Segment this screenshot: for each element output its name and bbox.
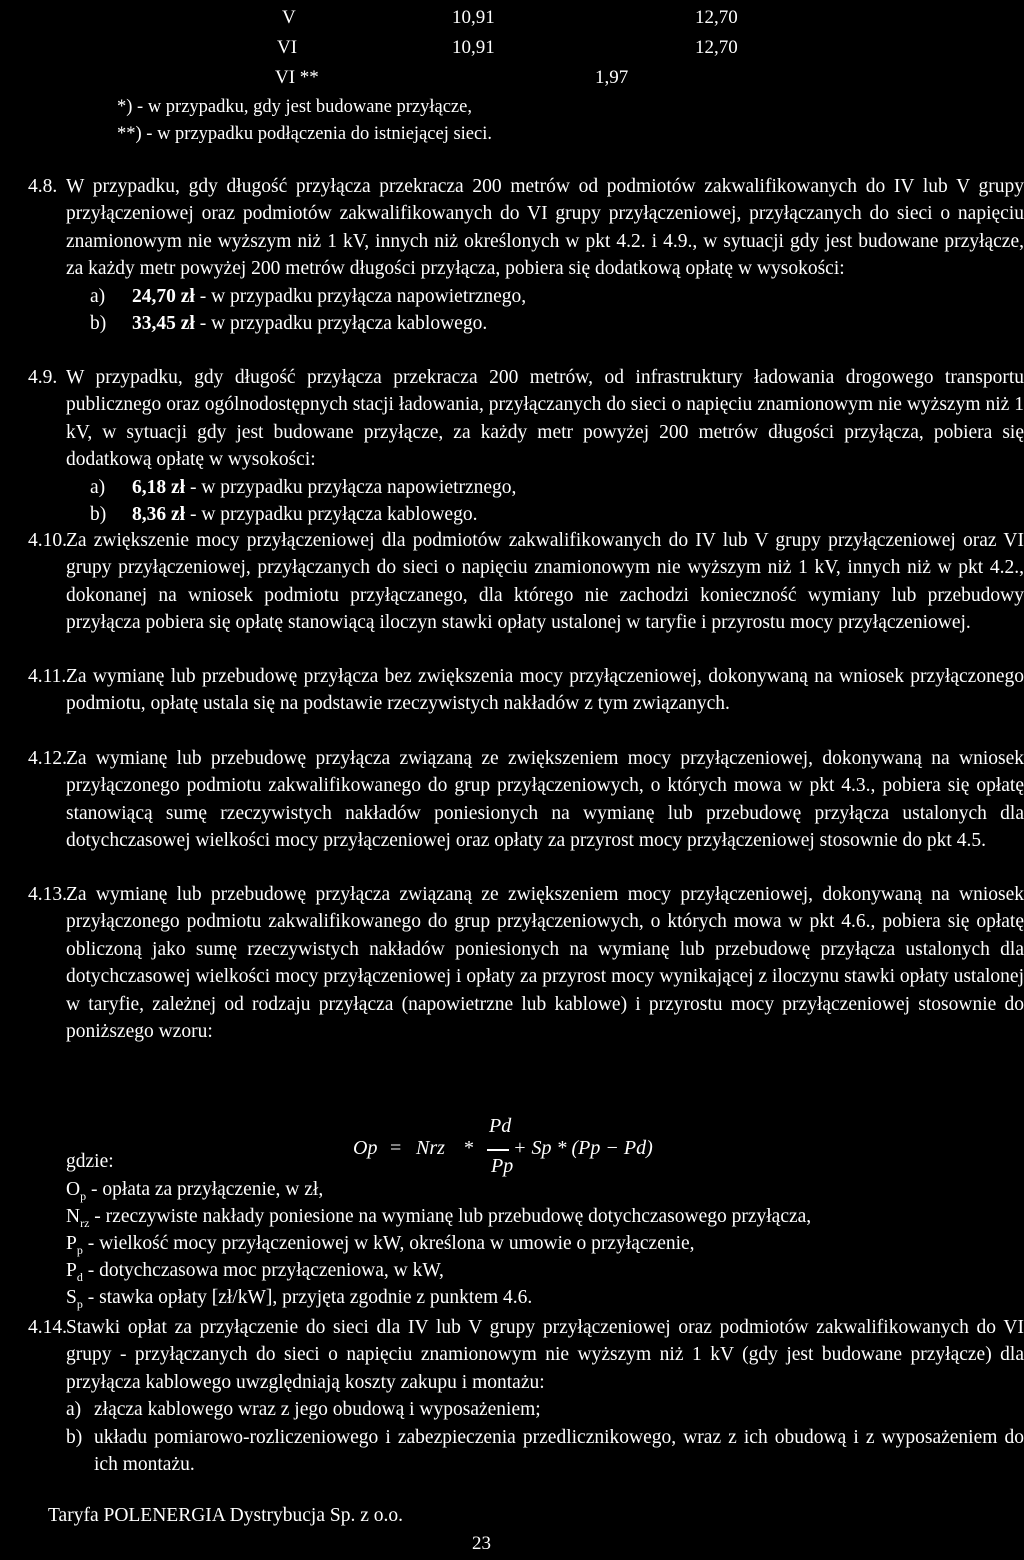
rate-value-2: 12,70 xyxy=(695,37,738,58)
def-symbol: N xyxy=(66,1206,81,1227)
section-number: 4.8. xyxy=(28,176,58,197)
section-4-13 xyxy=(28,881,1024,1045)
section-text: Za zwiększenie mocy przyłączeniowej dla podmiotów zakwalifikowanych do IV lub V grupy przyłączeniowej oraz VI grupy przyłączeniowej, przyłączanych do sieci o napięciu znamionowym nie wyższym niż 1 kV, innych niż w pkt 4.2., dokonanej na wniosek podmiotu przyłączanego, dla którego nie zachodzi konieczność wymiany lub przebudowy przyłącza pobiera się opłatę stanowiącą iloczyn stawki opłaty ustalonej w taryfie i przyrostu mocy przyłączeniowej. xyxy=(66,530,1024,634)
def-symbol: S xyxy=(66,1287,77,1308)
def-subscript: p xyxy=(76,1242,83,1257)
rate-value-1: 10,91 xyxy=(452,37,495,58)
def-symbol: P xyxy=(66,1260,77,1281)
section-text: Za wymianę lub przebudowę przyłącza związaną ze zwiększeniem mocy przyłączeniowej, dokonywaną na wniosek przyłączonego podmiotu zakwalifikowanego do grup przyłączeniowych, o których mowa w pkt 4.6., pobiera się opłatę obliczoną jako sumę rzeczywistych nakładów poniesionych na wymianę lub przebudowę przyłącza ustalonych dla dotychczasowej wielkości mocy przyłączeniowej i opłaty za przyrost mocy wynikającej z iloczynu stawki opłaty ustalonej w taryfie, zależnej od rodzaju przyłącza (napowietrzne lub kablowe) i przyrostu mocy przyłączeniowej stosownie do poniższego wzoru: xyxy=(66,884,1024,1043)
list-text: - w przypadku przyłącza kablowego. xyxy=(185,504,478,526)
list-label: b) xyxy=(90,504,107,526)
section-text: W przypadku, gdy długość przyłącza przekracza 200 metrów, od infrastruktury ładowania drogowego transportu publicznego oraz ogólnodostępnych stacji ładowania, przyłączanych do sieci o napięciu znamionowym nie wyższym niż 1 kV, w sytuacji gdy jest budowane przyłącze, za każdy metr powyżej 200 metrów długości przyłącza, pobiera się dodatkową opłatę w wysokości: xyxy=(66,367,1024,471)
section-number: 4.11. xyxy=(28,666,67,687)
where-label: gdzie: xyxy=(66,1151,114,1172)
section-number: 4.14. xyxy=(28,1317,67,1338)
section-4-8 xyxy=(28,173,1024,337)
footnote-existing: **) - w przypadku podłączenia do istniejącej sieci. xyxy=(117,124,492,144)
list-text: układu pomiarowo-rozliczeniowego i zabezpieczenia przedlicznikowego, wraz z ich obudową i z wyposażeniem do ich montażu. xyxy=(94,1426,1024,1476)
document-footer: Taryfa POLENERGIA Dystrybucja Sp. z o.o. xyxy=(48,1505,403,1526)
fee-amount: 6,18 zł xyxy=(132,476,186,498)
fee-amount: 24,70 zł xyxy=(132,285,195,307)
list-item xyxy=(66,474,1024,501)
list-text: - w przypadku przyłącza kablowego. xyxy=(194,313,488,335)
section-text: Stawki opłat za przyłączenie do sieci dla IV lub V grupy przyłączeniowej oraz podmiotów zakwalifikowanych do VI grupy - przyłączanych do sieci o napięciu znamionowym nie wyższym niż 1 kV (gdy jest budowane przyłącze) dla przyłącza kablowego uwzględniają koszty zakupu i montażu: xyxy=(66,1317,1024,1393)
section-4-9 xyxy=(28,364,1024,528)
def-subscript: d xyxy=(76,1269,83,1284)
formula-multiply: * xyxy=(464,1137,474,1159)
section-number: 4.9. xyxy=(28,367,58,388)
section-4-11 xyxy=(28,663,1024,718)
list-label: a) xyxy=(90,476,106,498)
list-text: złącza kablowego wraz z jego obudową i wyposażeniem; xyxy=(94,1399,541,1421)
def-text: - opłata za przyłączenie, w zł, xyxy=(86,1179,324,1200)
formula-rest: + Sp * (Pp − Pd) xyxy=(513,1137,653,1159)
def-subscript: p xyxy=(76,1296,83,1311)
fee-amount: 8,36 zł xyxy=(132,504,186,526)
list-item xyxy=(66,501,1024,528)
formula-lhs: Op xyxy=(353,1137,378,1159)
list-text: - w przypadku przyłącza napowietrznego, xyxy=(185,476,517,498)
list-label: b) xyxy=(90,313,107,335)
list-text: - w przypadku przyłącza napowietrznego, xyxy=(194,285,527,307)
list-item xyxy=(66,1424,1024,1479)
section-4-14 xyxy=(28,1314,1024,1478)
rate-row xyxy=(0,64,1024,94)
section-text: Za wymianę lub przebudowę przyłącza bez zwiększenia mocy przyłączeniowej, dokonywaną na wniosek przyłączonego podmiotu, opłatę ustala się na podstawie rzeczywistych nakładów z tym związanych. xyxy=(66,666,1024,715)
section-4-12 xyxy=(28,745,1024,855)
list-item xyxy=(66,310,1024,337)
formula-nrz: Nrz xyxy=(416,1137,445,1159)
def-text: - stawka opłaty [zł/kW], przyjęta zgodnie z punktem 4.6. xyxy=(82,1287,533,1308)
rate-value-2: 12,70 xyxy=(695,7,738,28)
section-number: 4.12. xyxy=(28,748,67,769)
list-item xyxy=(66,283,1024,310)
def-subscript: rz xyxy=(80,1215,90,1230)
section-text: Za wymianę lub przebudowę przyłącza związaną ze zwiększeniem mocy przyłączeniowej, dokonywaną na wniosek przyłączonego podmiotu zakwalifikowanego do grup przyłączeniowych, o których mowa w pkt 4.3., pobiera się opłatę stanowiącą sumę rzeczywistych nakładów poniesionych na wymianę lub przebudowę przyłącza ustalonych dla dotychczasowej wielkości mocy przyłączeniowej oraz opłaty za przyrost mocy przyłączeniowej stosownie do pkt 4.5. xyxy=(66,748,1024,852)
rate-row xyxy=(0,4,1024,34)
page-number: 23 xyxy=(472,1533,491,1554)
section-4-10 xyxy=(28,527,1024,637)
list-item xyxy=(66,1396,1024,1423)
formula-numerator: Pd xyxy=(489,1115,512,1137)
def-symbol: P xyxy=(66,1233,77,1254)
connection-fee-formula xyxy=(353,1117,753,1187)
fee-amount: 33,45 zł xyxy=(132,313,195,335)
def-subscript: p xyxy=(80,1188,87,1203)
def-text: - dotychczasowa moc przyłączeniowa, w kW, xyxy=(82,1260,444,1281)
rate-row xyxy=(0,34,1024,64)
rate-value-2: 1,97 xyxy=(595,67,629,88)
section-number: 4.13. xyxy=(28,884,67,905)
def-symbol: O xyxy=(66,1179,81,1200)
rate-group: V xyxy=(282,7,296,28)
def-text: - rzeczywiste nakłady poniesione na wymianę lub przebudowę dotychczasowego przyłącza, xyxy=(89,1206,812,1227)
formula-denominator: Pp xyxy=(491,1155,514,1177)
section-number: 4.10. xyxy=(28,530,67,551)
list-label: a) xyxy=(90,285,106,307)
section-text: W przypadku, gdy długość przyłącza przekracza 200 metrów od podmiotów zakwalifikowanych do IV lub V grupy przyłączeniowej oraz podmiotów zakwalifikowanych do VI grupy przyłączeniowej, przyłączanych do sieci o napięciu znamionowym nie wyższym niż 1 kV, innych niż określonych w pkt 4.2. i 4.9., w sytuacji gdy jest budowane przyłącze, za każdy metr powyżej 200 metrów długości przyłącza, pobiera się dodatkową opłatę w wysokości: xyxy=(66,176,1024,280)
rate-value-1: 10,91 xyxy=(452,7,495,28)
list-label: a) xyxy=(66,1399,82,1421)
list-label: b) xyxy=(66,1426,83,1448)
formula-equals: = xyxy=(390,1137,402,1159)
footnote-built: *) - w przypadku, gdy jest budowane przyłącze, xyxy=(117,97,472,117)
fraction-bar xyxy=(487,1149,509,1151)
rate-group: VI ** xyxy=(275,67,319,88)
rate-group: VI xyxy=(277,37,298,58)
def-text: - wielkość mocy przyłączeniowej w kW, określona w umowie o przyłączenie, xyxy=(82,1233,695,1254)
